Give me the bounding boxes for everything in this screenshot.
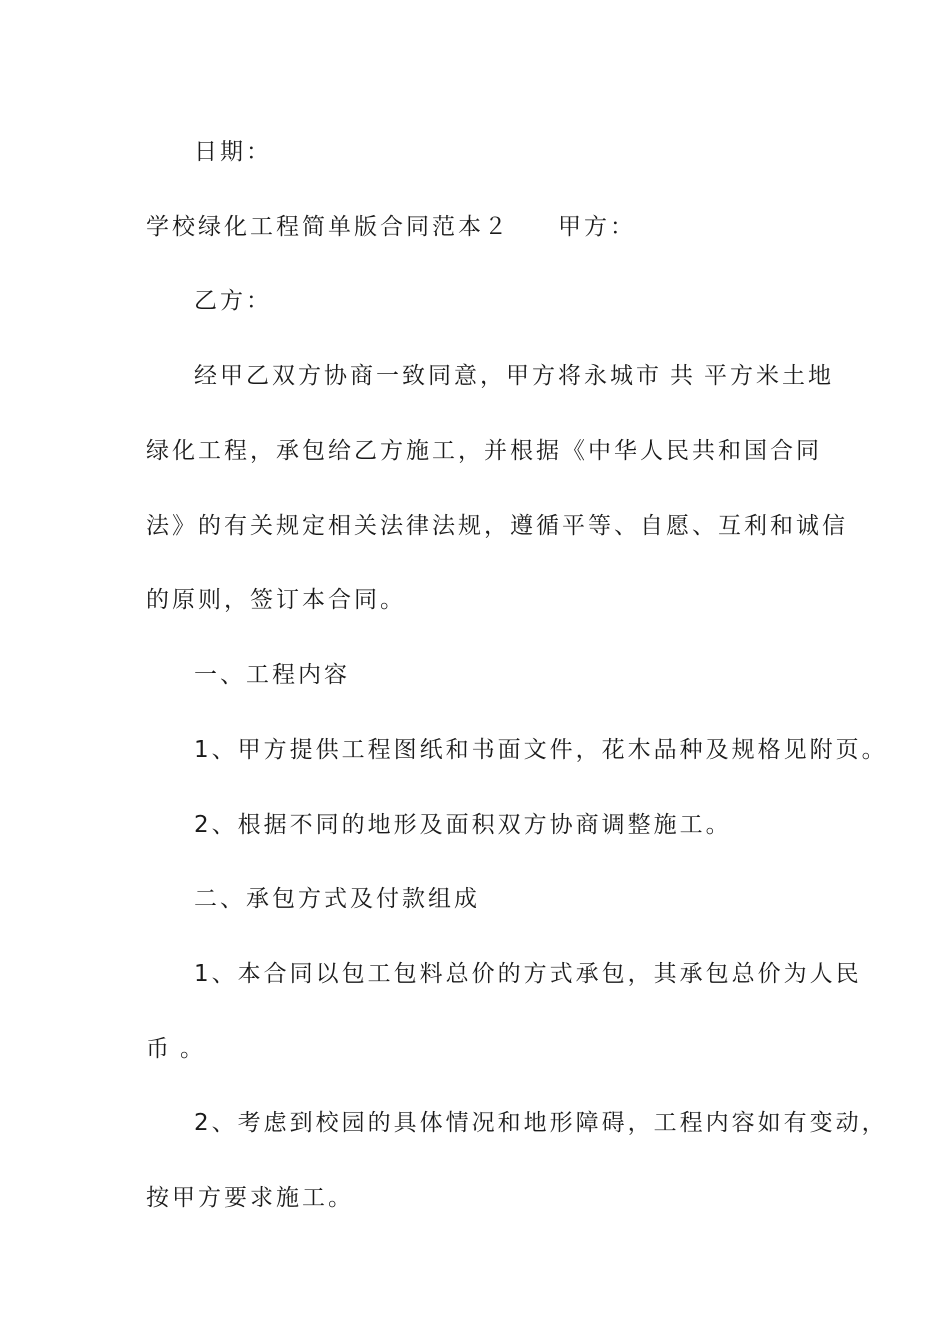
section-1-heading: 一、工程内容 [194,662,350,688]
intro-line-2: 绿化工程，承包给乙方施工，并根据《中华人民共和国合同 [146,438,822,464]
intro-line-1-part-1: 经甲乙双方协商一致同意，甲方将永城市 [194,363,662,389]
intro-line-1 [194,361,834,391]
section-2-item-1-currency: 币 [146,1036,172,1062]
section-2-heading: 二、承包方式及付款组成 [194,886,480,912]
section-2-item-1-line-2 [146,1034,206,1064]
section-2-item-2-line-2: 按甲方要求施工。 [146,1185,354,1211]
section-2-item-1-line-1: 1、本合同以包工包料总价的方式承包，其承包总价为人民 [194,961,862,987]
intro-line-1-part-3: 平方米土地 [704,363,834,389]
party-a-label: 甲方： [558,214,636,240]
section-1-item-2: 2、根据不同的地形及面积双方协商调整施工。 [194,812,732,838]
section-1-item-1: 1、甲方提供工程图纸和书面文件，花木品种及规格见附页。 [194,737,888,763]
party-b-label: 乙方： [194,288,272,314]
section-2-item-2-line-1: 2、考虑到校园的具体情况和地形障碍，工程内容如有变动， [194,1110,888,1136]
intro-line-3: 法》的有关规定相关法律法规，遵循平等、自愿、互利和诚信 [146,513,848,539]
contract-title: 学校绿化工程简单版合同范本２ [146,214,510,240]
date-label: 日期： [194,139,272,165]
contract-title-line [146,212,636,242]
section-2-item-1-end: 。 [180,1036,206,1062]
intro-line-1-part-2: 共 [670,363,696,389]
intro-line-4: 的原则，签订本合同。 [146,587,406,613]
